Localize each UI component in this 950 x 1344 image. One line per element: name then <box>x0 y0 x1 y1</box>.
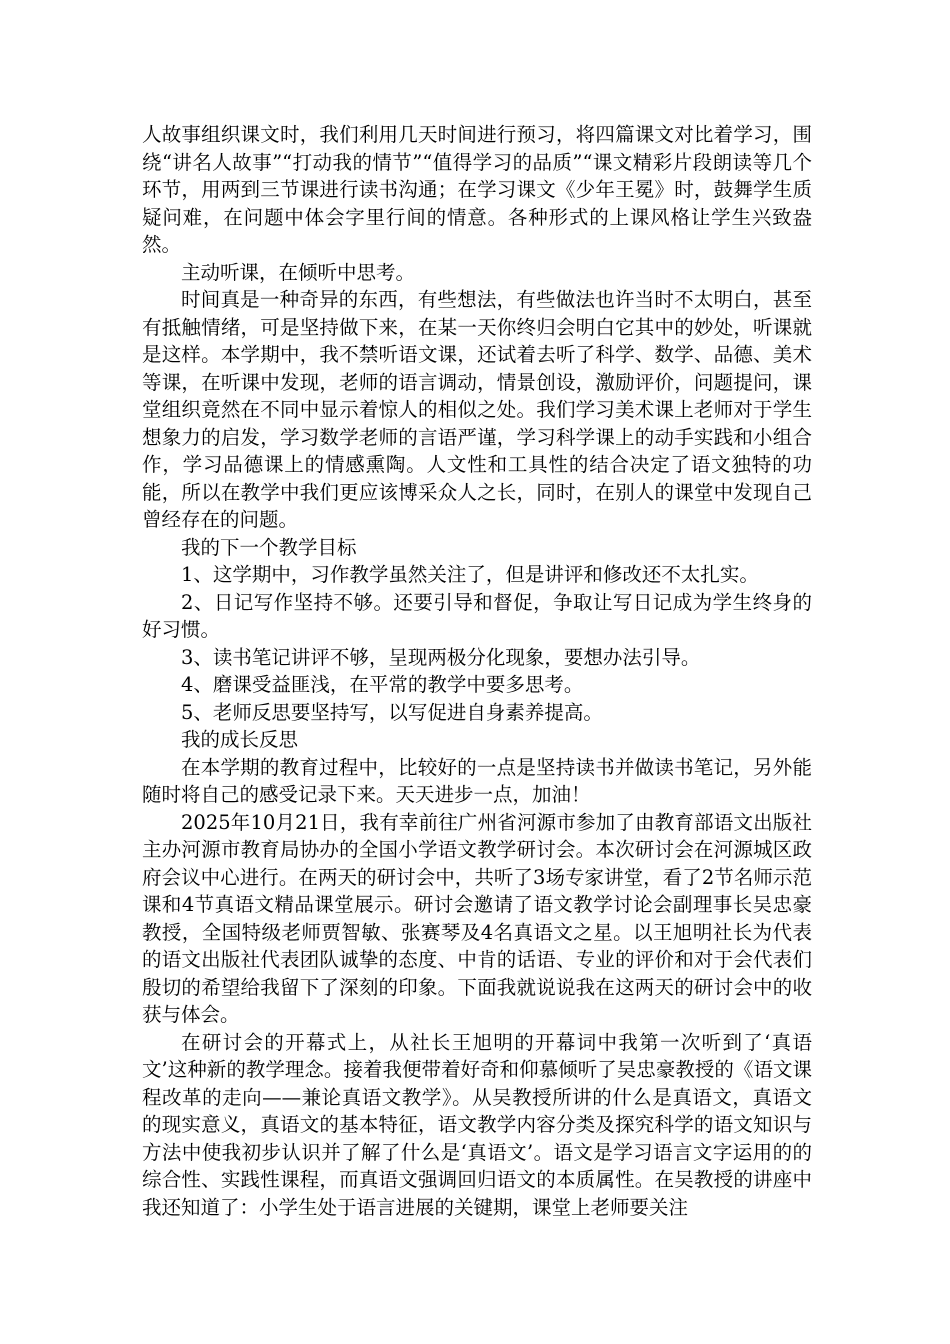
paragraph-seminar-opening: 在研讨会的开幕式上，从社长王旭明的开幕词中我第一次听到了‘真语文’这种新的教学理念。接着我便带着好奇和仰慕倾听了吴忠豪教授的《语文课程改革的走向——兼论真语文教学》。从吴教授所讲的什么是真语文，真语文的现实意义，真语文的基本特征，语文教学内容分类及探究科学的语文知识与方法中使我初步认识并了解了什么是‘真语文’。语文是学习语言文字运用的的综合性、实践性课程，而真语文强调回归语文的本质属性。在吴教授的讲座中我还知道了：小学生处于语言进展的关键期，课堂上老师要关注 <box>142 1030 812 1219</box>
paragraph-continued-lesson-organization: 人故事组织课文时，我们利用几天时间进行预习，将四篇课文对比着学习，围绕“讲名人故事”“打动我的情节”“值得学习的品质”“课文精彩片段朗读等几个环节，用两到三节课进行读书沟通；在学习课文《少年王冕》时，鼓舞学生质疑问难，在问题中体会字里行间的情意。各种形式的上课风格让学生兴致盎然。 <box>142 123 812 256</box>
paragraph-listening-reflection: 时间真是一种奇异的东西，有些想法，有些做法也许当时不太明白，甚至有抵触情绪，可是坚持做下来，在某一天你终归会明白它其中的妙处，听课就是这样。本学期中，我不禁听语文课，还试着去听了科学、数学、品德、美术等课，在听课中发现，老师的语言调动，情景创设，激励评价，问题提问，课堂组织竟然在不同中显示着惊人的相似之处。我们学习美术课上老师对于学生想象力的启发，学习数学老师的言语严谨，学习科学课上的动手实践和小组合作，学习品德课上的情感熏陶。人文性和工具性的结合决定了语文独特的功能，所以在教学中我们更应该博采众人之长，同时，在别人的课堂中发现自己曾经存在的问题。 <box>142 288 812 531</box>
goal-item-1: 1、这学期中，习作教学虽然关注了，但是讲评和修改还不太扎实。 <box>181 563 759 586</box>
paragraph-growth-reflection: 在本学期的教育过程中，比较好的一点是坚持读书并做读书笔记，另外能随时将自己的感受记录下来。天天进步一点，加油！ <box>142 755 812 806</box>
goal-item-2: 2、日记写作坚持不够。还要引导和督促，争取让写日记成为学生终身的好习惯。 <box>142 590 812 641</box>
heading-active-listening: 主动听课，在倾听中思考。 <box>181 260 416 284</box>
goal-item-4: 4、磨课受益匪浅，在平常的教学中要多思考。 <box>181 673 584 696</box>
goal-item-5: 5、老师反思要坚持写，以写促进自身素养提高。 <box>181 700 603 724</box>
goal-item-3: 3、读书笔记讲评不够，呈现两极分化现象，要想办法引导。 <box>181 645 701 669</box>
document-page <box>142 121 812 1221</box>
paragraph-seminar-overview: 2025年10月21日，我有幸前往广州省河源市参加了由教育部语文出版社主办河源市教育局协办的全国小学语文教学研讨会。本次研讨会在河源城区政府会议中心进行。在两天的研讨会中，共听了3场专家讲堂，看了2节名师示范课和4节真语文精品课堂展示。研讨会邀请了语文教学讨论会副理事长吴忠豪教授，全国特级老师贾智敏、张赛琴及4名真语文之星。以王旭明社长为代表的语文出版社代表团队诚挚的态度、中肯的话语、专业的评价和对于会代表们殷切的希望给我留下了深刻的印象。下面我就说说我在这两天的研讨会中的收获与体会。 <box>142 810 812 1026</box>
heading-growth-reflection: 我的成长反思 <box>181 728 299 751</box>
heading-next-teaching-goals: 我的下一个教学目标 <box>181 535 357 559</box>
